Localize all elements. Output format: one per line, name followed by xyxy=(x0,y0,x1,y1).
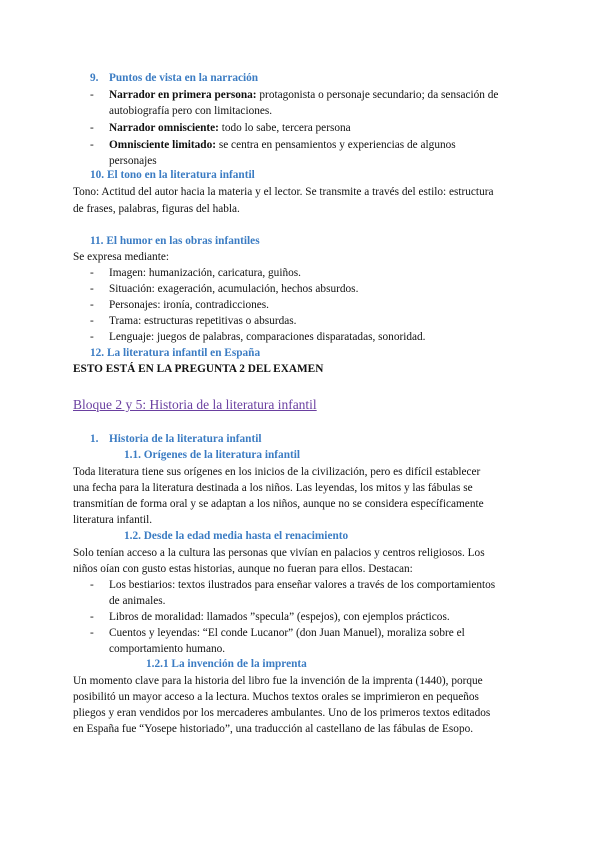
h1-1-line: Toda literatura tiene sus orígenes en los inicios de la civilización, pero es difícil establecer xyxy=(73,466,481,478)
h1-2-1-line: en España fue “Yosepe historiado”, una traducción al castellano de las fábulas de Esopo. xyxy=(73,723,474,735)
s9-item-1: Narrador en primera persona: protagonista o personaje secundario; da sensación de xyxy=(109,89,499,101)
s11-item: Imagen: humanización, caricatura, guiños. xyxy=(109,267,301,279)
h1-heading: Historia de la literatura infantil xyxy=(109,433,262,445)
h1-2-1-line: posibilitó un mayor acceso a la lectura. Muchos textos orales se imprimieron en pequeños xyxy=(73,691,479,703)
h1-2-line: niños oían con gusto estas historias, aunque no fueran para ellos. Destacan: xyxy=(73,563,413,575)
bullet-dash: - xyxy=(90,283,94,295)
h1-1-line: transmitían de forma oral y se adaptan a los niños, aunque no se considera específicamente xyxy=(73,498,484,510)
s9-item-3: Omnisciente limitado: se centra en pensamientos y experiencias de algunos xyxy=(109,139,456,151)
bullet-dash: - xyxy=(90,89,94,101)
s12-heading: 12. La literatura infantil en España xyxy=(90,347,261,359)
s11-item: Personajes: ironía, contradicciones. xyxy=(109,299,269,311)
h1-2-item-cont: de animales. xyxy=(109,595,166,607)
h1-1-heading: 1.1. Orígenes de la literatura infantil xyxy=(124,449,301,461)
s9-item-2: Narrador omnisciente: todo lo sabe, tercera persona xyxy=(109,122,351,134)
h1-number: 1. xyxy=(90,433,99,445)
s9-heading: Puntos de vista en la narración xyxy=(109,72,259,84)
h1-2-item: Los bestiarios: textos ilustrados para enseñar valores a través de los comportamientos xyxy=(109,579,496,591)
s11-item: Lenguaje: juegos de palabras, comparaciones disparatadas, sonoridad. xyxy=(109,331,426,343)
h1-2-1-heading: 1.2.1 La invención de la imprenta xyxy=(146,658,307,670)
s11-intro: Se expresa mediante: xyxy=(73,251,169,263)
s9-item-1-cont: autobiografía pero con limitaciones. xyxy=(109,105,273,117)
s11-item: Trama: estructuras repetitivas o absurdas. xyxy=(109,315,297,327)
h1-2-1-line: Un momento clave para la historia del libro fue la invención de la imprenta (1440), porque xyxy=(73,675,483,687)
h1-2-item: Libros de moralidad: llamados ”specula” (espejos), con ejemplos prácticos. xyxy=(109,611,450,623)
h1-1-line: una fecha para la literatura destinada a los niños. Las leyendas, los mitos y las fábulas se xyxy=(73,482,473,494)
bullet-dash: - xyxy=(90,267,94,279)
bullet-dash: - xyxy=(90,579,94,591)
s10-paragraph-line-2: de frases, palabras, figuras del habla. xyxy=(73,203,240,215)
exam-note: ESTO ESTÁ EN LA PREGUNTA 2 DEL EXAMEN xyxy=(73,363,324,375)
bullet-dash: - xyxy=(90,299,94,311)
s9-item-3-cont: personajes xyxy=(109,155,157,167)
bullet-dash: - xyxy=(90,627,94,639)
h1-2-item-cont: comportamiento humano. xyxy=(109,643,226,655)
s11-heading: 11. El humor en las obras infantiles xyxy=(90,235,260,247)
h1-2-line: Solo tenían acceso a la cultura las personas que vivían en palacios y centros religiosos. Los xyxy=(73,547,485,559)
bullet-dash: - xyxy=(90,331,94,343)
bullet-dash: - xyxy=(90,611,94,623)
bullet-dash: - xyxy=(90,139,94,151)
h1-1-line: literatura infantil. xyxy=(73,514,153,526)
h1-2-heading: 1.2. Desde la edad media hasta el renacimiento xyxy=(124,530,349,542)
h1-2-1-line: pliegos y eran vendidos por los mercaderes ambulantes. Uno de los primeros textos editados xyxy=(73,707,491,719)
s11-item: Situación: exageración, acumulación, hechos absurdos. xyxy=(109,283,359,295)
bloque-title: Bloque 2 y 5: Historia de la literatura infantil xyxy=(73,397,317,412)
bullet-dash: - xyxy=(90,315,94,327)
s9-number: 9. xyxy=(90,72,99,84)
s10-heading: 10. El tono en la literatura infantil xyxy=(90,169,255,181)
s10-paragraph-line-1: Tono: Actitud del autor hacia la materia y el lector. Se transmite a través del estilo: estructura xyxy=(73,186,494,198)
h1-2-item: Cuentos y leyendas: “El conde Lucanor” (don Juan Manuel), moraliza sobre el xyxy=(109,627,465,639)
bullet-dash: - xyxy=(90,122,94,134)
